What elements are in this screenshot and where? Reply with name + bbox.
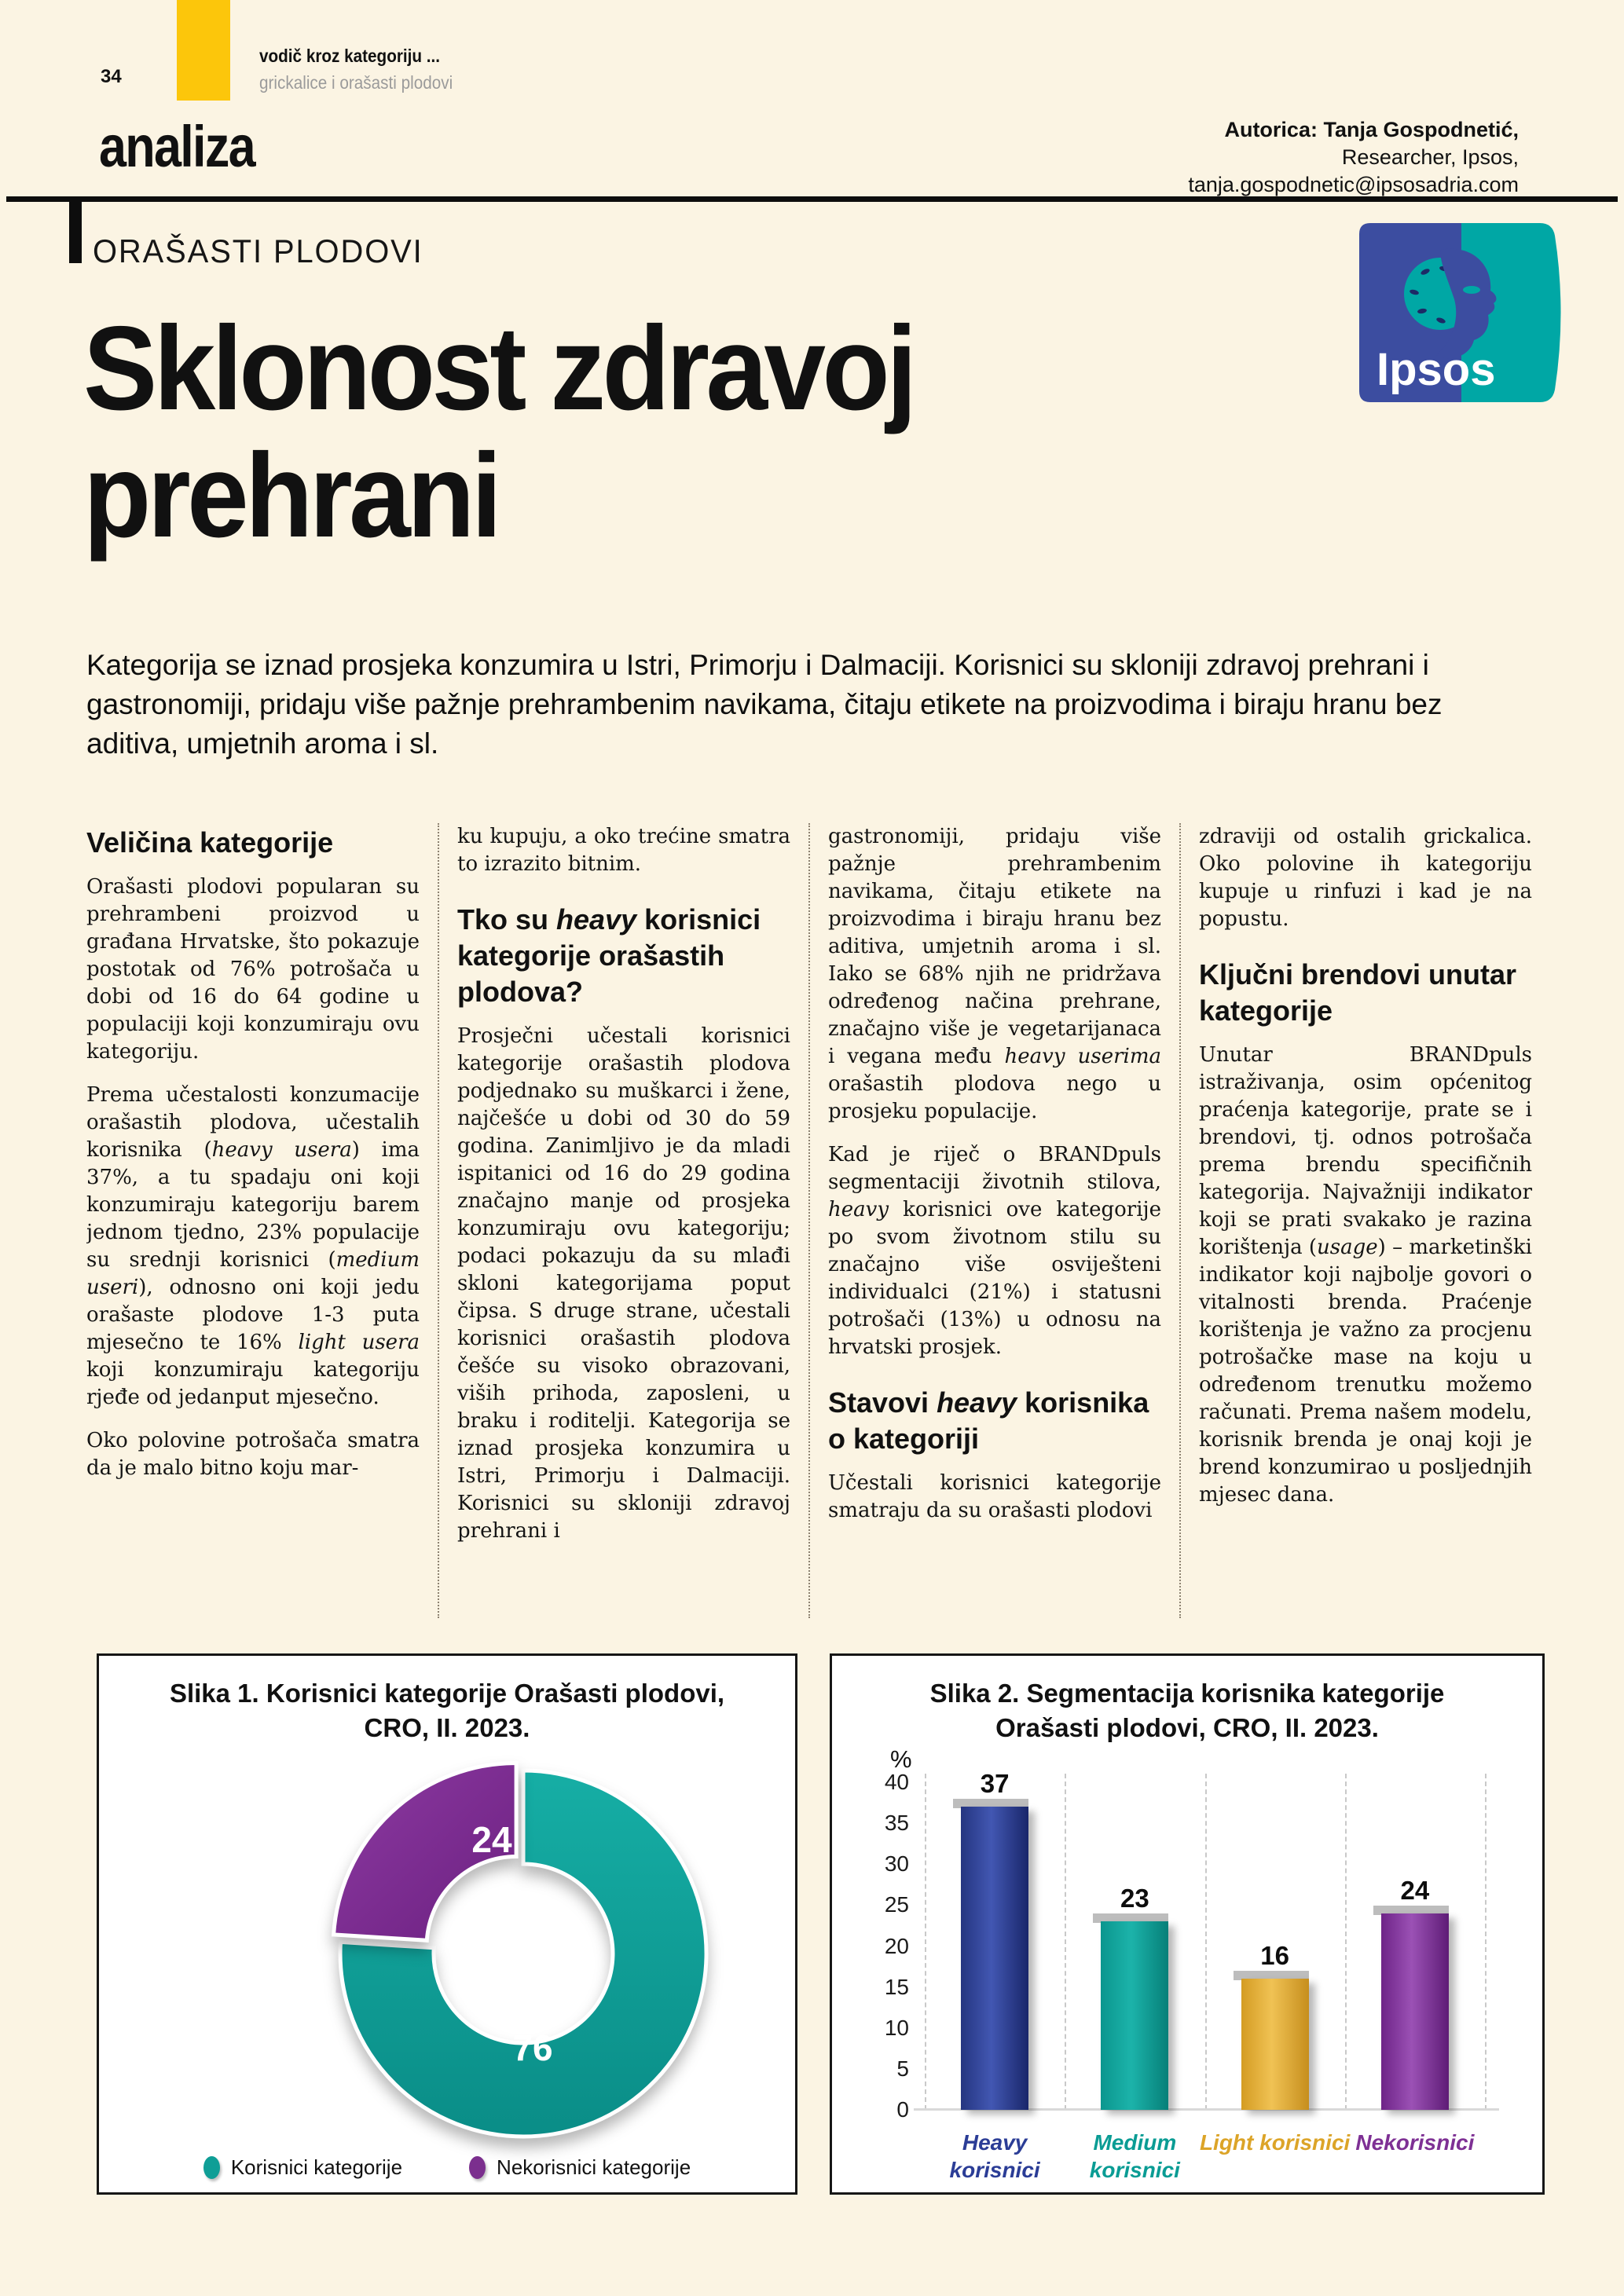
article-title xyxy=(83,302,914,562)
y-axis-tick-30: 30 xyxy=(884,1851,909,1877)
column-heading xyxy=(86,825,420,861)
italic-run: heavy usera xyxy=(211,1138,352,1162)
bar-value-medium-korisnici: 23 xyxy=(1120,1884,1149,1913)
text-run: Ključni brendovi unutar kategorije xyxy=(1199,958,1517,1027)
italic-run: heavy xyxy=(828,1198,889,1221)
gridline-vertical xyxy=(1205,1774,1207,2110)
column-paragraph xyxy=(86,873,420,1066)
bar-value-nekorisnici: 24 xyxy=(1400,1875,1430,1905)
column-paragraph xyxy=(86,1082,420,1412)
y-axis-tick-25: 25 xyxy=(884,1892,909,1917)
bar-medium-korisnici xyxy=(1101,1921,1168,2110)
ipsos-logo-graphic xyxy=(1359,223,1564,402)
figure-1-legend xyxy=(99,2155,795,2180)
bar-light-korisnici xyxy=(1241,1979,1309,2110)
gridline-vertical xyxy=(925,1774,926,2110)
text-column-3 xyxy=(828,823,1181,1618)
article-title-line1: Sklonost zdravoj xyxy=(83,302,914,435)
text-run: Učestali korisnici kategorije smatraju da su orašasti plodovi xyxy=(828,1471,1161,1522)
column-heading xyxy=(1199,957,1532,1029)
gridline-vertical xyxy=(1065,1774,1066,2110)
text-run: koji konzumiraju kategoriju rjeđe od jedanput mjesečno. xyxy=(86,1358,420,1409)
column-paragraph xyxy=(828,823,1161,1126)
gridline-vertical xyxy=(1345,1774,1347,2110)
text-run: Veličina kategorije xyxy=(86,826,334,859)
text-run: Stavovi xyxy=(828,1386,937,1419)
header-rule xyxy=(6,196,1618,202)
text-run: Prosječni učestali korisnici kategorije orašastih plodova podjednako su muškarci i žene, najčešće u dobi od 30 do 59 godina. Zanimljivo je da mladi ispitanici od 16 do 29 godina značajno manje od prosjeka konzumiraju ovu kategoriju; podaci pokazuju da su mlađi skloni kategorijama poput čipsa. S druge strane, učestali korisnici orašastih plodova češće su visoko obrazovani, viših prihoda, zaposleni, u braku i roditelji. Kategorija se iznad prosjeka konzumira u Istri, Primorju i Dalmaciji. Korisnici su skloniji zdravoj prehrani i xyxy=(457,1024,790,1543)
text-column-2 xyxy=(457,823,810,1618)
text-run: korisnici ove kategorije po svom životnom stilu su značajno više osviješteni individualci (21%) i statusni potrošači (13%) u odnosu na hrvatski prosjek. xyxy=(828,1198,1161,1359)
y-axis-tick-15: 15 xyxy=(884,1974,909,1999)
donut-value-label: 24 xyxy=(471,1819,512,1860)
article-lead: Kategorija se iznad prosjeka konzumira u Istri, Primorju i Dalmaciji. Korisnici su skloniji zdravoj prehrani i gastronomiji, pridaju više pažnje prehrambenim navikama, čitaju etikete na proizvodima i biraju hranu bez aditiva, umjetnih aroma i sl. xyxy=(86,649,1443,760)
donut-chart xyxy=(99,1656,795,2192)
text-run: korisnici kategorije orašastih plodova? xyxy=(457,903,761,1008)
category-label-line: Heavy xyxy=(962,2130,1028,2155)
column-heading xyxy=(828,1385,1161,1457)
text-run: Oko polovine potrošača smatra da je malo bitno koju mar- xyxy=(86,1429,420,1480)
text-run: ) ima 37%, a tu spadaju oni koji konzumiraju kategoriju barem jednom tjedno, 23% populacije su srednji korisnici ( xyxy=(86,1138,420,1272)
italic-run: heavy xyxy=(556,903,637,936)
author-name: Autorica: Tanja Gospodnetić, xyxy=(1224,118,1519,141)
text-run: Orašasti plodovi popularan su prehrambeni proizvod u građana Hrvatske, što pokazuje postotak od 76% potrošača u dobi od 16 do 64 godine u populaciji koji konzumiraju ovu kategoriju. xyxy=(86,875,420,1064)
author-role: Researcher, Ipsos, xyxy=(1341,145,1519,169)
italic-run: medium useri xyxy=(86,1248,420,1299)
column-paragraph xyxy=(86,1427,420,1482)
category-label-line: Light korisnici xyxy=(1199,2130,1351,2155)
column-paragraph xyxy=(457,1023,790,1545)
bar-value-heavy-korisnici: 37 xyxy=(980,1769,1010,1799)
text-column-1 xyxy=(86,823,439,1618)
bar-heavy-korisnici xyxy=(961,1807,1028,2110)
body-columns xyxy=(86,823,1537,1618)
figure-2-title xyxy=(840,1676,1534,1745)
italic-run: heavy xyxy=(937,1386,1017,1419)
text-run: ku kupuju, a oko trećine smatra to izrazito bitnim. xyxy=(457,825,790,876)
text-run: orašastih plodova nego u prosjeku populacije. xyxy=(828,1072,1161,1123)
legend-swatch-nonusers xyxy=(469,2156,486,2179)
author-email: tanja.gospodnetic@ipsosadria.com xyxy=(1188,173,1519,196)
text-run: korisnika o kategoriji xyxy=(828,1386,1149,1455)
bar-value-light-korisnici: 16 xyxy=(1260,1941,1289,1971)
text-run: Tko su xyxy=(457,903,557,936)
column-paragraph xyxy=(1199,1042,1532,1509)
column-heading xyxy=(457,902,790,1010)
category-label-nekorisnici xyxy=(1329,2129,1501,2156)
text-run: Prema učestalosti konzumacije orašastih plodova, učestalih korisnika ( xyxy=(86,1083,420,1162)
column-paragraph xyxy=(828,1141,1161,1361)
figure-1-panel xyxy=(97,1653,797,2195)
italic-run: heavy userima xyxy=(1004,1045,1161,1068)
kicker-line-1: vodič kroz kategoriju ... xyxy=(259,46,441,66)
column-paragraph xyxy=(1199,823,1532,933)
section-title: analiza xyxy=(99,114,255,179)
text-run: zdraviji od ostalih grickalica. Oko polovine ih kategoriju kupuje u rinfuzi i kad je na popustu. xyxy=(1199,825,1532,931)
text-column-4 xyxy=(1199,823,1532,1618)
figure-2-panel xyxy=(830,1653,1545,2195)
bar-nekorisnici xyxy=(1381,1913,1449,2110)
article-eyebrow: ORAŠASTI PLODOVI xyxy=(93,233,423,269)
y-axis-tick-35: 35 xyxy=(884,1811,909,1836)
italic-run: light usera xyxy=(298,1331,420,1354)
logo-face-eye xyxy=(1463,286,1480,294)
figure-1-title-line2: CRO, II. 2023. xyxy=(364,1713,530,1742)
category-label-line: Nekorisnici xyxy=(1355,2130,1475,2155)
eyebrow-marker-bar xyxy=(69,200,82,263)
category-label-line: korisnici xyxy=(949,2158,1040,2182)
article-title-line2: prehrani xyxy=(83,429,499,562)
category-label-line: Medium xyxy=(1093,2130,1177,2155)
legend-item-users xyxy=(203,2155,402,2180)
y-axis-tick-20: 20 xyxy=(884,1933,909,1958)
figure-2-title-line1: Slika 2. Segmentacija korisnika kategorije xyxy=(929,1679,1445,1708)
legend-swatch-users xyxy=(203,2156,220,2179)
italic-run: usage xyxy=(1317,1236,1378,1259)
text-run: Unutar BRANDpuls istraživanja, osim općenitog praćenja kategorije, prate se i brendovi, tj. odnos potrošača prema brendu specifičnih kategorija. Najvažniji indikator koji se prati svakako je razina korištenja ( xyxy=(1199,1043,1532,1259)
text-run: ), odnosno oni koji jedu orašaste plodove 1-3 puta mjesečno te 16% xyxy=(86,1276,420,1354)
y-axis-unit-label: % xyxy=(890,1745,912,1773)
text-run: Kad je riječ o BRANDpuls segmentaciji životnih stilova, xyxy=(828,1143,1161,1194)
kicker-line-2: grickalice i orašasti plodovi xyxy=(259,72,453,93)
donut-value-label: 76 xyxy=(512,2027,553,2068)
y-axis-tick-0: 0 xyxy=(896,2097,909,2122)
figure-1-title-line1: Slika 1. Korisnici kategorije Orašasti plodovi, xyxy=(169,1679,725,1708)
column-paragraph xyxy=(828,1470,1161,1525)
y-axis-tick-10: 10 xyxy=(884,2015,909,2040)
yellow-accent-rect xyxy=(177,0,230,101)
page-number: 34 xyxy=(101,66,122,87)
legend-item-nonusers xyxy=(469,2155,691,2180)
figure-2-title-line2: Orašasti plodovi, CRO, II. 2023. xyxy=(995,1713,1379,1742)
legend-label-nonusers: Nekorisnici kategorije xyxy=(497,2155,691,2179)
logo-wordmark: Ipsos xyxy=(1377,344,1496,395)
column-paragraph xyxy=(457,823,790,878)
y-axis-tick-5: 5 xyxy=(896,2056,909,2081)
legend-label-users: Korisnici kategorije xyxy=(230,2155,403,2179)
text-run: ) – marketinški indikator koji najbolje govori o vitalnosti brenda. Praćenje korištenja je važno za procjenu potrošačke mase na koju u određenom trenutku možemo računati. Prema našem modelu, korisnik brenda je onaj koji je brend konzumirao u posljednjih mjesec dana. xyxy=(1199,1236,1532,1507)
gridline-vertical xyxy=(1485,1774,1487,2110)
ipsos-logo xyxy=(1359,223,1564,402)
category-label-line: korisnici xyxy=(1089,2158,1180,2182)
text-run: gastronomiji, pridaju više pažnje prehrambenim navikama, čitaju etikete na proizvodima i biraju hranu bez aditiva, umjetnih aroma i sl. Iako se 68% njih ne pridržava određenog načina prehrane, značajno više je vegetarijanaca i vegana među xyxy=(828,825,1161,1068)
y-axis-tick-40: 40 xyxy=(884,1770,909,1794)
author-block xyxy=(1188,116,1519,199)
